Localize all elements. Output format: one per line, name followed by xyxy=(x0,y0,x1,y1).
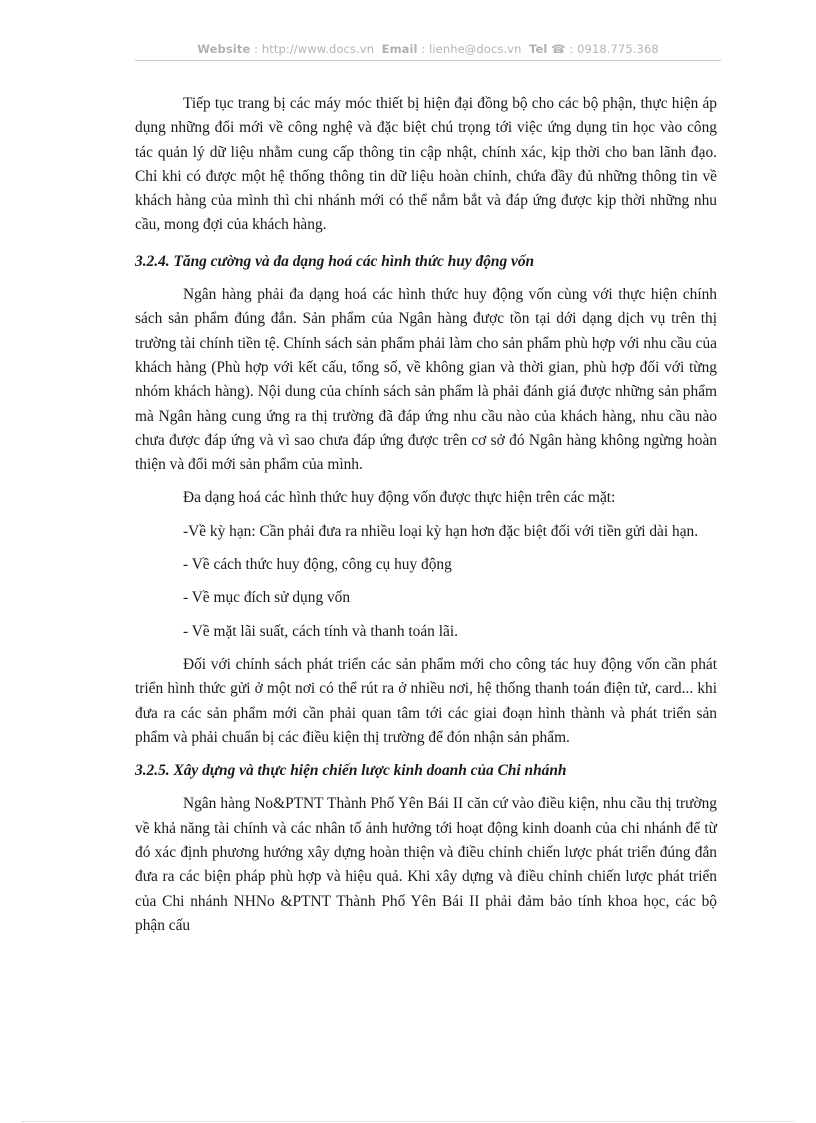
document-body xyxy=(135,92,717,938)
paragraph-2: Ngân hàng phải đa dạng hoá các hình thức huy động vốn cùng với thực hiện chính sách sản phẩm đúng đắn. Sản phẩm của Ngân hàng được tồn tại dới dạng dịch vụ trên thị trường tài chính tiền tệ. Chính sách sản phẩm phải làm cho sản phẩm phù hợp với nhu cầu của khách hàng (Phù hợp với kết cấu, tổng số, về không gian và thời gian, phù hợp đối với từng nhóm khách hàng). Nội dung của chính sách sản phẩm là phải đánh giá được những sản phẩm mà Ngân hàng cung ứng ra thị trường đã đáp ứng nhu cầu nào của khách hàng, nhu cầu nào chưa được đáp ứng và vì sao chưa đáp ứng được trên cơ sở đó Ngân hàng không ngừng hoàn thiện và đổi mới sản phẩm của mình. xyxy=(135,286,717,474)
section-heading-3-2-5: 3.2.5. Xây dựng và thực hiện chiến lược kinh doanh của Chi nhánh xyxy=(135,762,567,780)
list-item-ky-han: -Về kỳ hạn: Cần phải đưa ra nhiều loại kỳ hạn hơn đặc biệt đối với tiền gửi dài hạn. xyxy=(183,522,699,540)
footer-divider xyxy=(22,1121,794,1122)
tel-label: Tel xyxy=(529,42,548,56)
website-label: Website xyxy=(197,42,251,56)
list-item-cach-thuc: - Về cách thức huy động, công cụ huy động xyxy=(183,556,452,574)
paragraph-1: Tiếp tục trang bị các máy móc thiết bị hiện đại đồng bộ cho các bộ phận, thực hiện áp dụng những đổi mới về công nghệ và đặc biệt chú trọng tới việc ứng dụng tin học vào công tác quản lý dữ liệu nhằm cung cấp thông tin cập nhật, chính xác, kịp thời cho ban lãnh đạo. Chỉ khi có được một hệ thống thông tin dữ liệu hoàn chỉnh, chứa đầy đủ những thông tin về khách hàng của mình thì chi nhánh mới có thể nắm bắt và đáp ứng được kịp thời những nhu cầu, mong đợi của khách hàng. xyxy=(135,95,717,234)
paragraph-5: Ngân hàng No&PTNT Thành Phố Yên Bái II căn cứ vào điều kiện, nhu cầu thị trường về khả năng tài chính và các nhân tố ảnh hưởng tới hoạt động kinh doanh của chi nhánh để từ đó xác định phương hướng xây dựng hoàn thiện và điều chỉnh chiến lược phát triển đúng đắn đưa ra các biện pháp phù hợp và hiệu quả. Khi xây dựng và điều chỉnh chiến lược phát triển của Chi nhánh NHNo &PTNT Thành Phố Yên Bái II phải đảm bảo tính khoa học, các bộ phận cấu xyxy=(135,795,717,934)
paragraph-4: Đối với chính sách phát triển các sản phẩm mới cho công tác huy động vốn cần phát triển hình thức gửi ở một nơi có thể rút ra ở nhiều nơi, hệ thống thanh toán điện tử, card... khi đưa ra các sản phẩm mới cần phải quan tâm tới các giai đoạn hình thành và phát triển sản phẩm và phải chuẩn bị các điều kiện thị trường để đón nhận sản phẩm. xyxy=(135,655,717,746)
tel-value: ☎ : 0918.775.368 xyxy=(551,42,659,56)
email-value: : lienhe@docs.vn xyxy=(421,42,522,56)
list-item-muc-dich: - Về mục đích sử dụng vốn xyxy=(183,589,351,607)
email-label: Email xyxy=(381,42,418,56)
section-heading-3-2-4: 3.2.4. Tăng cường và đa dạng hoá các hình thức huy động vốn xyxy=(135,252,535,270)
header-divider xyxy=(135,60,721,61)
paragraph-3: Đa dạng hoá các hình thức huy động vốn được thực hiện trên các mặt: xyxy=(183,489,616,507)
website-value: : http://www.docs.vn xyxy=(254,42,375,56)
list-item-lai-suat: - Về mặt lãi suất, cách tính và thanh toán lãi. xyxy=(183,622,458,640)
page-header xyxy=(135,42,721,56)
